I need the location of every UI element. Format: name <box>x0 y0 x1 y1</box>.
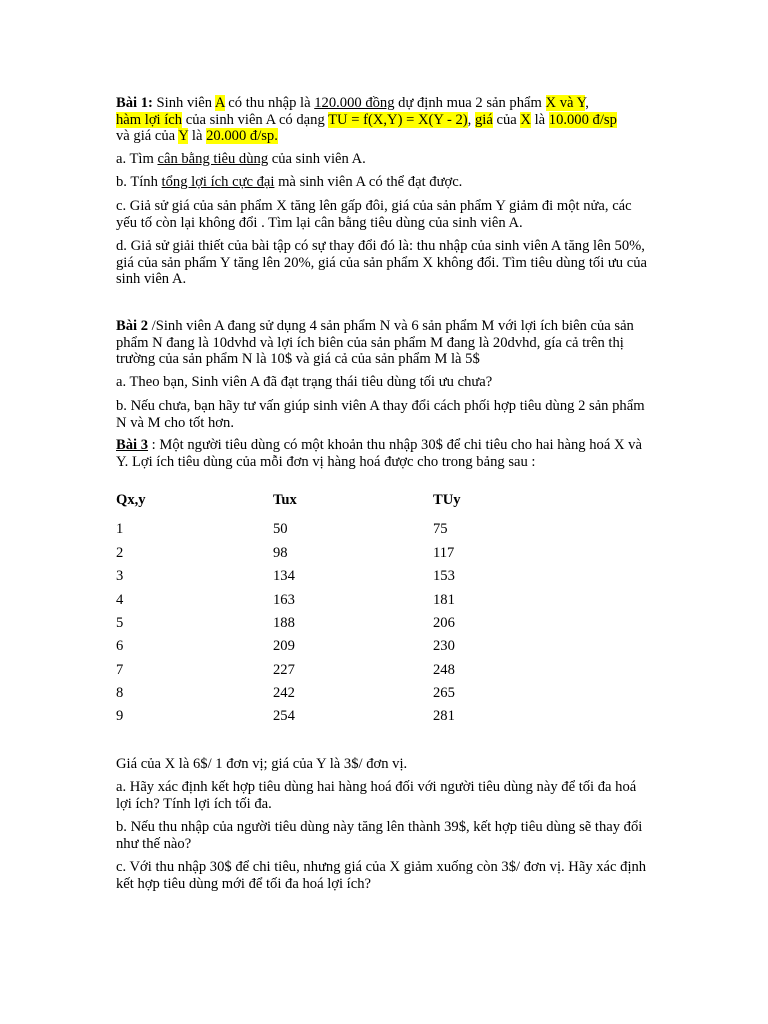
highlight-run: X và Y <box>545 95 586 111</box>
table-cell: 1 <box>116 521 124 537</box>
text-run: của <box>492 111 521 128</box>
table-cell: 8 <box>116 685 124 701</box>
text-run: b. Tính <box>116 174 162 190</box>
bai3-question-a: a. Hãy xác định kết hợp tiêu dùng hai hàng hoá đối với người tiêu dùng này để tối đa hoá lợi ích? Tính lợi ích tối đa. <box>116 779 637 812</box>
underline-run: 120.000 đồng <box>314 95 395 111</box>
text-run: là <box>188 128 207 144</box>
underline-run: tổng lợi ích cực đại <box>161 174 275 190</box>
text-run: , <box>585 95 589 111</box>
bai2-question-b: b. Nếu chưa, bạn hãy tư vấn giúp sinh viên A thay đổi cách phối hợp tiêu dùng 2 sản phẩm N và M cho tốt hơn. <box>116 398 645 431</box>
text-run: là <box>530 111 549 128</box>
text-run: và giá của <box>116 128 179 144</box>
bai3-price: Giá của X là 6$/ 1 đơn vị; giá của Y là 3$/ đơn vị. <box>116 756 408 772</box>
table-cell: 134 <box>273 568 295 584</box>
table-row <box>116 545 616 565</box>
bai1-question-b <box>116 174 654 191</box>
table-row <box>116 638 616 658</box>
table-cell: 153 <box>433 568 455 584</box>
table-cell: 117 <box>433 545 455 561</box>
table-header-cell: Tux <box>273 492 297 508</box>
text-run: của sinh viên A. <box>268 151 366 167</box>
bai1-heading: Bài 1: <box>116 95 153 111</box>
table-cell: 206 <box>433 615 455 631</box>
text-run: của sinh viên A có dạng <box>182 111 329 128</box>
text-run: : Một người tiêu dùng có một khoản thu nhập 30$ để chi tiêu cho hai hàng hoá X và Y. Lợi ích tiêu dùng của mỗi đơn vị hàng hoá được cho trong bảng sau : <box>116 437 642 470</box>
table-header-cell: Qx,y <box>116 492 146 508</box>
text-run: dự định mua 2 sản phẩm <box>394 95 546 111</box>
highlight-run: Y <box>178 128 189 144</box>
table-cell: 98 <box>273 545 288 561</box>
highlight-run: 20.000 đ/sp. <box>206 128 278 144</box>
bai3-statement <box>116 437 654 470</box>
table-cell: 248 <box>433 662 455 678</box>
highlight-run: 10.000 đ/sp <box>548 111 617 128</box>
highlight-run: giá <box>474 111 493 128</box>
bai3-question-c: c. Với thu nhập 30$ để chi tiêu, nhưng giá của X giảm xuống còn 3$/ đơn vị. Hãy xác định kết hợp tiêu dùng mới để tối đa hoá lợi ích? <box>116 859 647 892</box>
bai1-statement <box>116 95 654 145</box>
table-cell: 254 <box>273 708 295 724</box>
bai1-question-a <box>116 151 654 168</box>
table-cell: 50 <box>273 521 288 537</box>
table-cell: 75 <box>433 521 448 537</box>
table-cell: 2 <box>116 545 124 561</box>
text-run: , <box>467 111 475 128</box>
table-row <box>116 521 616 541</box>
text-run: a. Tìm <box>116 151 158 167</box>
table-cell: 4 <box>116 592 124 608</box>
highlight-run: X <box>520 111 531 128</box>
table-cell: 281 <box>433 708 455 724</box>
table-cell: 188 <box>273 615 295 631</box>
bai3-heading: Bài 3 <box>116 437 149 453</box>
table-cell: 230 <box>433 638 455 654</box>
bai2-statement <box>116 318 654 368</box>
bai2-question-a: a. Theo bạn, Sinh viên A đã đạt trạng thái tiêu dùng tối ưu chưa? <box>116 374 493 390</box>
table-header <box>116 492 616 512</box>
table-row <box>116 592 616 612</box>
highlight-run: A <box>214 95 225 111</box>
table-cell: 6 <box>116 638 124 654</box>
table-cell: 227 <box>273 662 295 678</box>
table-cell: 5 <box>116 615 124 631</box>
text-run: có thu nhập là <box>224 95 315 111</box>
text-run: Sinh viên <box>152 95 215 111</box>
table-row <box>116 615 616 635</box>
underline-run: cân bằng tiêu dùng <box>157 151 269 167</box>
table-cell: 209 <box>273 638 295 654</box>
text-run: mà sinh viên A có thể đạt được. <box>274 174 463 190</box>
table-cell: 9 <box>116 708 124 724</box>
table-cell: 265 <box>433 685 455 701</box>
highlight-run: hàm lợi ích <box>116 111 183 128</box>
table-row <box>116 708 616 728</box>
bai3-question-b: b. Nếu thu nhập của người tiêu dùng này tăng lên thành 39$, kết hợp tiêu dùng sẽ thay đổi như thế nào? <box>116 819 643 852</box>
text-run: /Sinh viên A đang sử dụng 4 sản phẩm N và 6 sản phẩm M với lợi ích biên của sản phẩm N đang là 10dvhd và lợi ích biên của sản phẩm M đang là 20dvhd, gía cả trên thị trường của sản phẩm N là 10$ và giá cả của sản phẩm M là 5$ <box>116 318 634 367</box>
table-cell: 163 <box>273 592 295 608</box>
table-row <box>116 568 616 588</box>
bai1-question-d: d. Giả sử giải thiết của bài tập có sự thay đổi đó là: thu nhập của sinh viên A tăng lên 50%, giá của sản phẩm Y tăng lên 20%, giá của sản phẩm X không đổi. Tìm tiêu dùng tối ưu của sinh viên A. <box>116 238 648 287</box>
bai2-heading: Bài 2 <box>116 318 149 334</box>
table-row <box>116 662 616 682</box>
table-header-cell: TUy <box>433 492 461 508</box>
highlight-run: TU = f(X,Y) = X(Y - 2) <box>328 111 468 128</box>
table-cell: 7 <box>116 662 124 678</box>
table-row <box>116 685 616 705</box>
table-cell: 181 <box>433 592 455 608</box>
table-cell: 3 <box>116 568 124 584</box>
bai1-question-c: c. Giả sử giá của sản phẩm X tăng lên gấp đôi, giá của sản phẩm Y giảm đi một nửa, các yếu tố còn lại không đổi . Tìm lại cân bằng tiêu dùng của sinh viên A. <box>116 198 632 231</box>
table-cell: 242 <box>273 685 295 701</box>
